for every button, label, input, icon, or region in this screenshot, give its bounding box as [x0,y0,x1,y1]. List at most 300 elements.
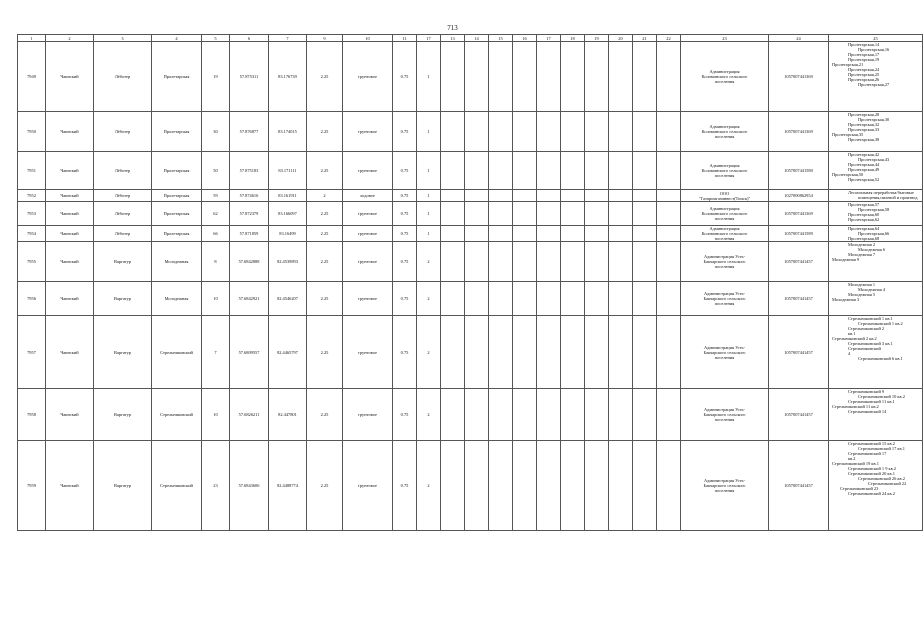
district-cell: Чаинский [46,282,94,316]
empty-cell [585,389,609,441]
height-cell: 0.75 [393,190,417,202]
empty-cell [609,226,633,242]
address-line: Пролетарская,14 [848,42,880,47]
empty-cell [537,202,561,226]
organization-cell [681,282,769,316]
row-number: 7959 [18,441,46,531]
empty-cell [609,389,633,441]
address-line: Пролетарская,17 [848,52,880,57]
street-cell: Стрельниковский [152,441,202,531]
empty-cell [513,112,537,152]
address-line: Стрельниковский 2 [848,326,885,331]
house-cell: 19 [202,42,230,112]
empty-cell [441,242,465,282]
organization-line: поселения [714,79,735,84]
latitude-cell: 57.6826211 [230,389,269,441]
empty-cell [513,389,537,441]
empty-cell [513,190,537,202]
empty-cell [441,202,465,226]
address-line: Пролетарская,25 [848,72,880,77]
latitude-cell: 57.6842921 [230,282,269,316]
empty-cell [609,242,633,282]
organization-line: Администрация Усть- [703,254,746,259]
address-line: кв.2 [848,456,856,461]
address-line: Пролетарская,16 [858,47,890,52]
ogrn-cell: 1057007441457 [769,242,829,282]
empty-cell [513,441,537,531]
street-cell: Стрельниковский [152,389,202,441]
header-cell: 16 [513,35,537,42]
height-cell: 0.75 [393,242,417,282]
street-cell: Пролетарская [152,42,202,112]
organization-line: Коломинского сельского [701,211,748,216]
empty-cell [657,242,681,282]
count-cell: 1 [417,42,441,112]
address-line: Пролетарская,30 [858,117,890,122]
longitude-cell: 83.166097 [269,202,307,226]
empty-cell [585,152,609,190]
house-cell: 59 [202,190,230,202]
organization-cell [681,389,769,441]
latitude-cell: 57.875311 [230,42,269,112]
address-line: Стрельниковский 23 [840,486,879,491]
row-number: 7949 [18,42,46,112]
count-cell: 1 [417,190,441,202]
district-cell: Чаинский [46,152,94,190]
address-line: Молодежная 5 [848,292,876,297]
empty-cell [537,152,561,190]
address-line: Пролетарская,28 [848,112,880,117]
empty-cell [657,202,681,226]
village-cell: Лёботер [94,226,152,242]
address-line: Стрельниковский 11 кв.2 [832,404,879,409]
surface-cell: грунтовое [343,112,393,152]
address-line: Стрельниковский 9 [848,389,885,394]
row-number: 7950 [18,112,46,152]
address-line: Пролетарская,33 [848,127,880,132]
empty-cell [561,42,585,112]
organization-line: поселения [714,417,735,422]
empty-cell [561,112,585,152]
organization-line: Бакчарского сельского [703,259,746,264]
empty-cell [489,190,513,202]
address-line: Пролетарская,24 [848,67,880,72]
header-cell: 10 [343,35,393,42]
latitude-cell: 57.6843606 [230,441,269,531]
longitude-cell: 83.171111 [269,152,307,190]
organization-line: Коломинского сельского [701,168,748,173]
address-line: Пролетарская,44 [848,162,880,167]
longitude-cell: 83.161911 [269,190,307,202]
empty-cell [585,226,609,242]
organization-line: Администрация [709,124,740,129]
latitude-cell: 57.6842888 [230,242,269,282]
header-cell: 19 [585,35,609,42]
row-number: 7951 [18,152,46,190]
address-line: Молодежная 9 [832,257,860,262]
street-cell: Пролетарская [152,152,202,190]
empty-cell [609,152,633,190]
empty-cell [513,202,537,226]
address-line: Стрельниковский 24 кв.2 [848,491,895,496]
empty-cell [441,42,465,112]
address-line: помещения,пилевой и производ [858,195,918,200]
row-number: 7956 [18,282,46,316]
addresses-cell [829,226,923,242]
empty-cell [441,226,465,242]
latitude-cell: 57.6809557 [230,316,269,389]
empty-cell [441,152,465,190]
empty-cell [441,316,465,389]
empty-cell [585,112,609,152]
height-cell: 0.75 [393,152,417,190]
address-line: Молодежная 1 [848,282,876,287]
longitude-cell: 83.176739 [269,42,307,112]
height-cell: 0.75 [393,441,417,531]
empty-cell [585,282,609,316]
street-cell: Молодежная [152,282,202,316]
surface-cell: грунтовое [343,202,393,226]
empty-cell [657,441,681,531]
organization-line: Администрация Усть- [703,407,746,412]
address-line: Пролетарская,64 [848,226,880,231]
address-line: Стрельниковский [848,346,881,351]
address-line: 4 [848,351,851,356]
empty-cell [561,316,585,389]
empty-cell [513,42,537,112]
header-cell: 6 [230,35,269,42]
address-line: Пролетарская,38 [848,137,880,142]
organization-cell [681,112,769,152]
village-cell: Лёботер [94,42,152,112]
address-line: Молодежная 6 [858,247,886,252]
table-row [18,282,923,316]
surface-cell: грунтовое [343,282,393,316]
table-row [18,152,923,190]
row-number: 7957 [18,316,46,389]
organization-line: Администрация Усть- [703,478,746,483]
organization-line: Коломинского сельского [701,129,748,134]
count-cell: 2 [417,316,441,389]
empty-cell [513,282,537,316]
organization-line: ООО [719,190,730,196]
address-line: Стрельниковский 17 [848,451,887,456]
organization-line: поселения [714,216,735,221]
header-cell: 9 [307,35,343,42]
village-cell: Лёботер [94,152,152,190]
house-cell: 23 [202,441,230,531]
width-cell: 2.25 [307,441,343,531]
empty-cell [537,389,561,441]
empty-cell [633,152,657,190]
empty-cell [489,389,513,441]
surface-cell: грунтовое [343,42,393,112]
empty-cell [633,226,657,242]
empty-cell [537,242,561,282]
header-cell: 7 [269,35,307,42]
header-cell: 17 [417,35,441,42]
village-cell: Лёботер [94,190,152,202]
row-number: 7953 [18,202,46,226]
longitude-cell: 83.174015 [269,112,307,152]
organization-cell [681,242,769,282]
street-cell: Пролетарская [152,202,202,226]
ogrn-cell: 1057007441589 [769,226,829,242]
address-line: Стрельниковский 22 [868,481,907,486]
row-number: 7955 [18,242,46,282]
height-cell: 0.75 [393,202,417,226]
empty-cell [489,42,513,112]
village-cell: Варгатур [94,282,152,316]
empty-cell [441,282,465,316]
house-cell: 8 [202,242,230,282]
addresses-cell [829,441,923,531]
empty-cell [561,242,585,282]
organization-line: Администрация Усть- [703,291,746,296]
longitude-cell: 82.4539893 [269,242,307,282]
header-cell: 24 [769,35,829,42]
organization-line: Бакчарского сельского [703,296,746,301]
district-cell: Чаинский [46,190,94,202]
width-cell: 2.25 [307,242,343,282]
header-cell: 1 [18,35,46,42]
page-number: 713 [447,24,458,32]
organization-line: Коломинского сельского [701,231,748,236]
empty-cell [561,190,585,202]
empty-cell [489,282,513,316]
district-cell: Чаинский [46,389,94,441]
organization-line: Коломинского сельского [701,74,748,79]
address-line: Пролетарская,58 [858,207,890,212]
address-line: Стрельниковский 1 кв.1 [848,316,893,321]
village-cell: Варгатур [94,441,152,531]
organization-cell [681,190,769,202]
width-cell: 2.25 [307,152,343,190]
width-cell: 2.25 [307,42,343,112]
count-cell: 1 [417,152,441,190]
empty-cell [633,242,657,282]
header-cell: 18 [561,35,585,42]
empty-cell [465,242,489,282]
table-row [18,316,923,389]
address-line: Стрельниковский 2 кв.2 [832,336,877,341]
district-cell: Чаинский [46,42,94,112]
empty-cell [609,112,633,152]
house-cell: 10 [202,282,230,316]
address-line: Стрельниковский 3 кв.1 [848,341,893,346]
header-cell: 11 [393,35,417,42]
ogrn-cell: 1057007441457 [769,316,829,389]
ogrn-cell: 1057007441369 [769,112,829,152]
empty-cell [585,202,609,226]
address-line: Лесопильная переработка/бытовые [848,190,914,195]
organization-line: поселения [714,134,735,139]
header-cell: 22 [657,35,681,42]
organization-line: поселения [714,488,735,493]
empty-cell [465,226,489,242]
count-cell: 1 [417,202,441,226]
address-line: Пролетарская,49 [848,167,880,172]
width-cell: 2 [307,190,343,202]
latitude-cell: 57.876877 [230,112,269,152]
width-cell: 2.25 [307,226,343,242]
empty-cell [585,242,609,282]
district-cell: Чаинский [46,226,94,242]
address-line: Пролетарская,42 [848,152,880,157]
empty-cell [609,190,633,202]
empty-cell [465,190,489,202]
address-line: Молодежная 2 [848,242,876,247]
surface-cell: грунтовое [343,242,393,282]
empty-cell [513,152,537,190]
house-cell: 7 [202,316,230,389]
address-line: Молодежная 4 [858,287,886,292]
empty-cell [465,316,489,389]
header-cell: 13 [441,35,465,42]
organization-cell [681,316,769,389]
address-line: Стрельниковский 1 кв.2 [858,321,903,326]
address-line: Пролетарская,27 [858,82,890,87]
empty-cell [561,226,585,242]
empty-cell [537,42,561,112]
empty-cell [657,389,681,441]
width-cell: 2.25 [307,282,343,316]
height-cell: 0.75 [393,389,417,441]
addresses-cell [829,242,923,282]
ogrn-cell: 1057007441457 [769,441,829,531]
address-line: Молодежная 7 [848,252,876,257]
house-cell: 50 [202,152,230,190]
table-row [18,226,923,242]
height-cell: 0.75 [393,316,417,389]
header-cell: 3 [94,35,152,42]
address-line: Пролетарская,50 [832,172,864,177]
ogrn-cell: 1027000862954 [769,190,829,202]
empty-cell [465,202,489,226]
header-cell: 4 [152,35,202,42]
table-row [18,190,923,202]
ogrn-cell: 1057007441457 [769,282,829,316]
address-line: Стрельниковский 11 кв.1 [848,399,895,404]
longitude-cell: 82.4488774 [269,441,307,531]
empty-cell [441,441,465,531]
empty-cell [657,282,681,316]
village-cell: Лёботер [94,112,152,152]
district-cell: Чаинский [46,242,94,282]
empty-cell [633,282,657,316]
empty-cell [489,152,513,190]
longitude-cell: 82.4465797 [269,316,307,389]
district-cell: Чаинский [46,316,94,389]
organization-line: поселения [714,301,735,306]
surface-cell: грунтовое [343,316,393,389]
empty-cell [537,226,561,242]
addresses-cell [829,316,923,389]
house-cell: 66 [202,226,230,242]
width-cell: 2.25 [307,389,343,441]
header-cell: 20 [609,35,633,42]
ogrn-cell: 1057007441369 [769,42,829,112]
empty-cell [465,441,489,531]
empty-cell [657,226,681,242]
height-cell: 0.75 [393,112,417,152]
address-line: Молодежная 3 [832,297,860,302]
street-cell: Пролетарская [152,112,202,152]
empty-cell [633,389,657,441]
empty-cell [537,112,561,152]
empty-cell [513,316,537,389]
height-cell: 0.75 [393,282,417,316]
organization-line: Бакчарского сельского [703,349,746,355]
empty-cell [561,202,585,226]
height-cell: 0.75 [393,226,417,242]
width-cell: 2.25 [307,316,343,389]
empty-cell [585,316,609,389]
header-cell: 23 [681,35,769,42]
empty-cell [537,282,561,316]
registry-table [17,34,923,531]
organization-line: "Газпромгазинвест(Томск)" [698,195,751,201]
width-cell: 2.25 [307,112,343,152]
count-cell: 2 [417,242,441,282]
header-cell: 14 [465,35,489,42]
empty-cell [633,202,657,226]
empty-cell [609,441,633,531]
organization-line: Администрация [709,206,740,211]
empty-cell [657,42,681,112]
empty-cell [657,316,681,389]
table-row [18,242,923,282]
surface-cell: ходовое [343,190,393,202]
address-line: Пролетарская,43 [858,157,890,162]
empty-cell [489,226,513,242]
organization-cell [681,226,769,242]
house-cell: 10 [202,389,230,441]
latitude-cell: 57.872379 [230,202,269,226]
addresses-cell [829,152,923,190]
count-cell: 2 [417,441,441,531]
empty-cell [465,42,489,112]
organization-line: поселения [714,236,735,241]
organization-line: Администрация Усть- [703,344,746,350]
organization-line: поселения [714,264,735,269]
house-cell: 30 [202,112,230,152]
address-line: Пролетарская,66 [858,231,890,236]
district-cell: Чаинский [46,112,94,152]
table-row [18,202,923,226]
address-line: Стрельниковский 14 [848,409,887,414]
row-number: 7952 [18,190,46,202]
empty-cell [585,441,609,531]
organization-cell [681,202,769,226]
address-line: Стрельниковский 6 кв.1 [858,356,903,361]
empty-cell [489,242,513,282]
width-cell: 2.25 [307,202,343,226]
organization-line: Администрация [709,69,740,74]
empty-cell [633,112,657,152]
village-cell: Варгатур [94,242,152,282]
empty-cell [489,316,513,389]
ogrn-cell: 1057007441369 [769,202,829,226]
row-number: 7954 [18,226,46,242]
village-cell: Лёботер [94,202,152,226]
addresses-cell [829,42,923,112]
address-line: Пролетарская,60 [848,212,880,217]
address-line: Пролетарская,68 [848,236,880,241]
empty-cell [609,282,633,316]
empty-cell [609,202,633,226]
address-line: Стрельниковский 26 кв.2 [858,476,905,481]
